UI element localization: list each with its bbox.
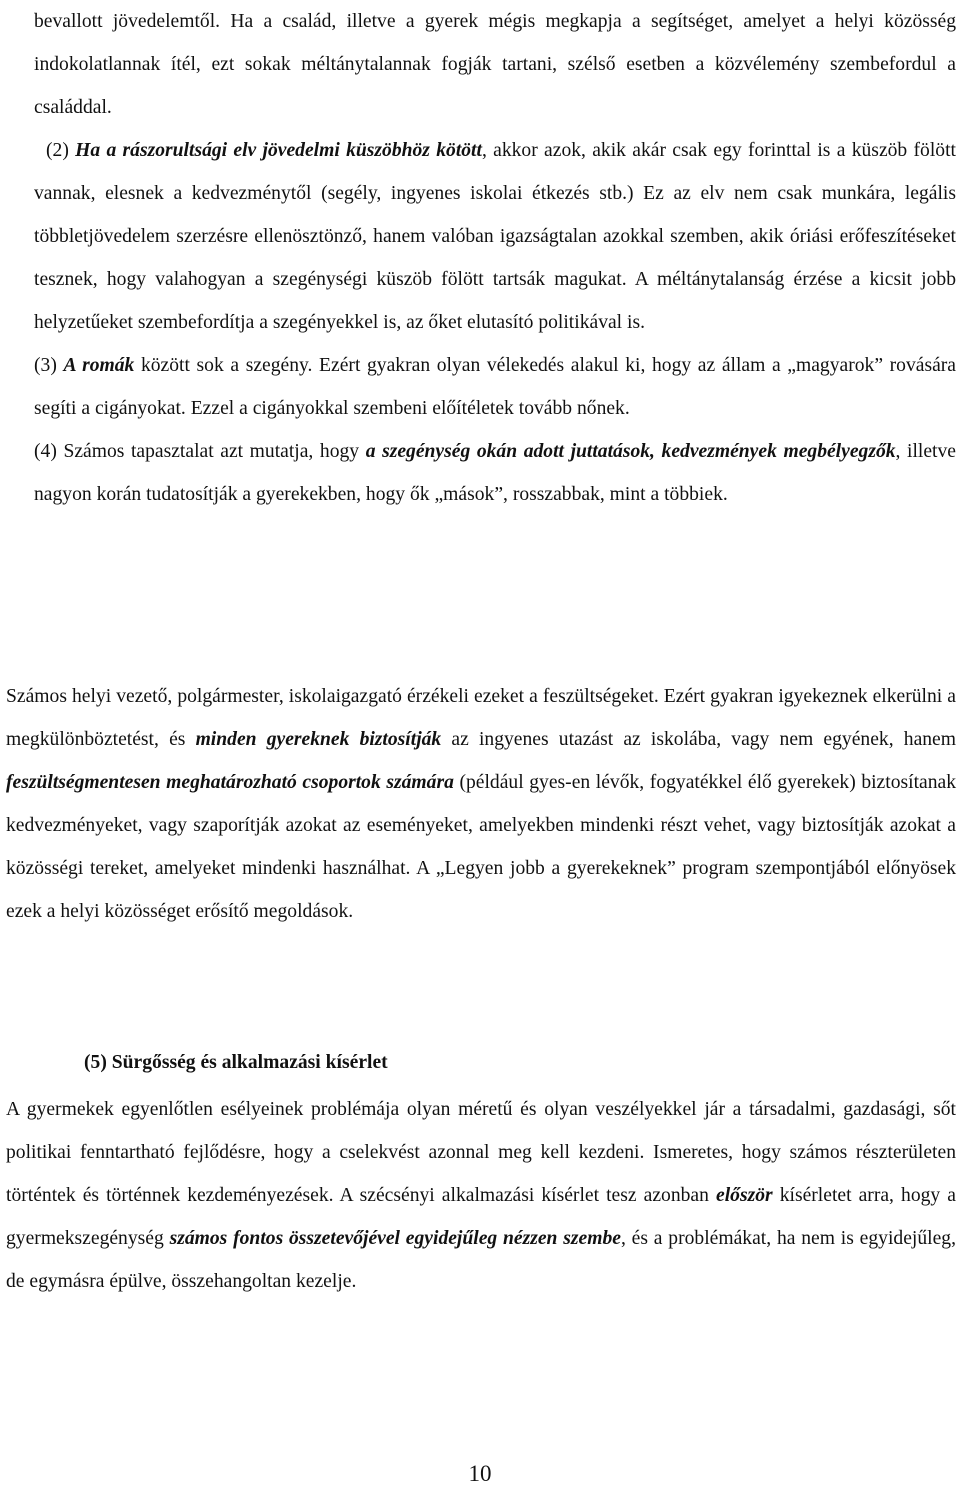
paragraph-text: Számos tapasztalat azt mutatja, hogy xyxy=(63,441,366,462)
item-number: (3) xyxy=(34,355,64,376)
section-heading: (5) Sürgősség és alkalmazási kísérlet xyxy=(84,1052,388,1073)
emphasis-text: először xyxy=(716,1185,773,1206)
paragraph-text: , akkor azok, akik akár csak egy forinttal is a küszöb fölött vannak, elesnek a kedvezménytől (segély, ingyenes iskolai étkezés stb.) Ez az elv nem csak munkára, legális többletjövedelem szerzésre ellenösztönző, hanem valóban igazságtalan azokkal szemben, akik óriási erőfeszítéseket tesznek, hogy valahogyan a szegénységi küszöb fölött tartsák magukat. A méltánytalanság érzése a kicsit jobb helyzetűeket szembefordítja a szegényekkel is, az őket elutasító politikával is. xyxy=(34,140,956,333)
page-number: 10 xyxy=(468,1461,492,1486)
item-number: (4) xyxy=(34,441,64,462)
list-item-3 xyxy=(34,344,956,430)
emphasis-text: minden gyereknek biztosítják xyxy=(195,729,442,750)
paragraph-block xyxy=(6,1088,956,1303)
list-item-2 xyxy=(34,129,956,344)
emphasis-text: A romák xyxy=(63,355,135,376)
emphasis-text: számos fontos összetevőjével egyidejűleg nézzen szembe xyxy=(169,1228,621,1249)
paragraph-continued xyxy=(34,0,956,129)
list-item-4 xyxy=(34,430,956,516)
paragraph-text: A gyermekek egyenlőtlen esélyeinek problémája olyan méretű és olyan veszélyekkel jár a társadalmi, gazdasági, sőt politikai fenntartható fejlődésre, hogy a cselekvést azonnal meg kell kezdeni. Ismeretes, hogy számos részterületen történtek és történnek kezdeményezések. A szécsényi alkalmazási kísérlet tesz azonban xyxy=(6,1099,956,1206)
paragraph-text: (például gyes-en lévők, fogyatékkel élő gyerekek) biztosítanak kedvezményeket, vagy szaporítják azokat az eseményeket, amelyekben mindenki részt vehet, vagy biztosítják azokat a közösségi tereket, amelyeket mindenki használhat. A „Legyen jobb a gyerekeknek” program szempontjából előnyösek ezek a helyi közösséget erősítő megoldások. xyxy=(6,772,956,922)
item-number: (2) xyxy=(46,140,76,161)
paragraph-text: Számos helyi vezető, polgármester, iskolaigazgató érzékeli ezeket a feszültségeket. Ezért gyakran igyekeznek elkerülni a megkülönböztetést, és xyxy=(6,686,956,750)
paragraph-text: , illetve nagyon korán tudatosítják a gyerekekben, hogy ők „mások”, rosszabbak, mint a többiek. xyxy=(34,441,956,505)
paragraph-block xyxy=(6,675,956,933)
paragraph-text: az ingyenes utazást az iskolába, vagy nem egyének, hanem xyxy=(441,729,956,750)
emphasis-text: feszültségmentesen meghatározható csoportok számára xyxy=(6,772,454,793)
paragraph-text: bevallott jövedelemtől. Ha a család, illetve a gyerek mégis megkapja a segítséget, amelyet a helyi közösség indokolatlannak ítél, ezt sokak méltánytalannak fogják tartani, szélső esetben a közvélemény szembefordul a családdal. xyxy=(34,11,956,118)
paragraph-text: , és a problémákat, ha nem is egyidejűleg, de egymásra épülve, összehangoltan kezelje. xyxy=(6,1228,956,1292)
paragraph-text: kísérletet arra, hogy a gyermekszegénység xyxy=(6,1185,956,1249)
paragraph-text: között sok a szegény. Ezért gyakran olyan vélekedés alakul ki, hogy az állam a „magyarok” rovására segíti a cigányokat. Ezzel a cigányokkal szembeni előítéletek tovább nőnek. xyxy=(34,355,956,419)
emphasis-text: Ha a rászorultsági elv jövedelmi küszöbhöz kötött xyxy=(75,140,482,161)
list-section xyxy=(34,0,956,516)
paragraph xyxy=(6,675,956,933)
emphasis-text: a szegénység okán adott juttatások, kedvezmények megbélyegzők xyxy=(365,441,896,462)
paragraph xyxy=(6,1088,956,1303)
